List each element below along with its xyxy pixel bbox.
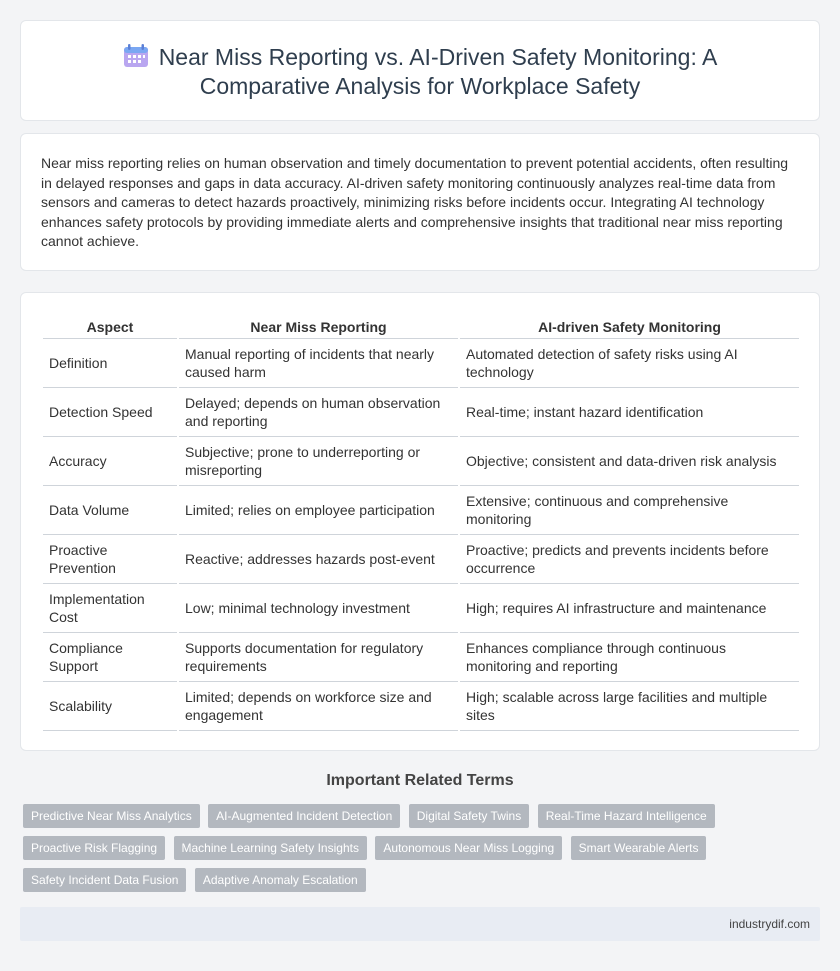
table-row xyxy=(43,633,799,682)
cell-aspect: Detection Speed xyxy=(43,388,177,437)
cell-near-miss: Manual reporting of incidents that nearly caused harm xyxy=(179,339,458,388)
related-terms-list xyxy=(23,804,723,900)
table-row xyxy=(43,682,799,731)
intro-paragraph: Near miss reporting relies on human observation and timely documentation to prevent potential accidents, often resulting in delayed responses and gaps in data accuracy. AI-driven safety monitoring continuously analyzes real-time data from sensors and cameras to detect hazards proactively, minimizing risks before incidents occur. Integrating AI technology enhances safety protocols by providing immediate alerts and comprehensive insights that traditional near miss reporting cannot achieve. xyxy=(41,155,789,249)
header-aspect: Aspect xyxy=(43,317,177,339)
table-row xyxy=(43,339,799,388)
footer-site-link[interactable]: industrydif.com xyxy=(729,917,810,931)
related-term-tag[interactable]: Digital Safety Twins xyxy=(409,804,530,828)
cell-aspect: Data Volume xyxy=(43,486,177,535)
related-term-tag[interactable]: Proactive Risk Flagging xyxy=(23,836,165,860)
related-term-tag[interactable]: AI-Augmented Incident Detection xyxy=(208,804,400,828)
cell-ai-monitoring: Objective; consistent and data-driven risk analysis xyxy=(460,437,799,486)
title-line-1: Near Miss Reporting vs. AI-Driven Safety Monitoring: A xyxy=(158,44,718,70)
table-row xyxy=(43,486,799,535)
cell-ai-monitoring: High; requires AI infrastructure and maintenance xyxy=(460,584,799,633)
related-term-tag[interactable]: Predictive Near Miss Analytics xyxy=(23,804,200,828)
intro-card xyxy=(20,133,820,271)
cell-ai-monitoring: Enhances compliance through continuous monitoring and reporting xyxy=(460,633,799,682)
cell-aspect: Implementation Cost xyxy=(43,584,177,633)
cell-aspect: Scalability xyxy=(43,682,177,731)
cell-near-miss: Delayed; depends on human observation and reporting xyxy=(179,388,458,437)
related-term-tag[interactable]: Real-Time Hazard Intelligence xyxy=(538,804,715,828)
related-term-tag[interactable]: Safety Incident Data Fusion xyxy=(23,868,186,892)
table-header-row xyxy=(43,317,799,339)
table-row xyxy=(43,535,799,584)
footer-bar xyxy=(20,907,820,941)
cell-ai-monitoring: High; scalable across large facilities and multiple sites xyxy=(460,682,799,731)
cell-near-miss: Supports documentation for regulatory requirements xyxy=(179,633,458,682)
related-term-tag[interactable]: Machine Learning Safety Insights xyxy=(174,836,367,860)
header-near-miss: Near Miss Reporting xyxy=(179,317,458,339)
cell-aspect: Accuracy xyxy=(43,437,177,486)
cell-ai-monitoring: Extensive; continuous and comprehensive monitoring xyxy=(460,486,799,535)
calendar-icon xyxy=(123,44,149,68)
table-row xyxy=(43,437,799,486)
cell-aspect: Proactive Prevention xyxy=(43,535,177,584)
related-terms-heading: Important Related Terms xyxy=(326,772,514,789)
cell-aspect: Definition xyxy=(43,339,177,388)
page-title xyxy=(21,43,819,101)
header-ai-monitoring: AI-driven Safety Monitoring xyxy=(460,317,799,339)
title-line-2: Comparative Analysis for Workplace Safety xyxy=(199,73,641,99)
cell-near-miss: Limited; depends on workforce size and engagement xyxy=(179,682,458,731)
table-row xyxy=(43,584,799,633)
cell-near-miss: Low; minimal technology investment xyxy=(179,584,458,633)
related-term-tag[interactable]: Smart Wearable Alerts xyxy=(571,836,707,860)
comparison-table xyxy=(41,317,801,731)
related-term-tag[interactable]: Autonomous Near Miss Logging xyxy=(375,836,562,860)
cell-near-miss: Limited; relies on employee participation xyxy=(179,486,458,535)
cell-ai-monitoring: Proactive; predicts and prevents incidents before occurrence xyxy=(460,535,799,584)
related-term-tag[interactable]: Adaptive Anomaly Escalation xyxy=(195,868,366,892)
cell-aspect: Compliance Support xyxy=(43,633,177,682)
cell-ai-monitoring: Automated detection of safety risks using AI technology xyxy=(460,339,799,388)
comparison-card xyxy=(20,292,820,751)
cell-ai-monitoring: Real-time; instant hazard identification xyxy=(460,388,799,437)
table-row xyxy=(43,388,799,437)
cell-near-miss: Subjective; prone to underreporting or misreporting xyxy=(179,437,458,486)
cell-near-miss: Reactive; addresses hazards post-event xyxy=(179,535,458,584)
title-card xyxy=(20,20,820,121)
